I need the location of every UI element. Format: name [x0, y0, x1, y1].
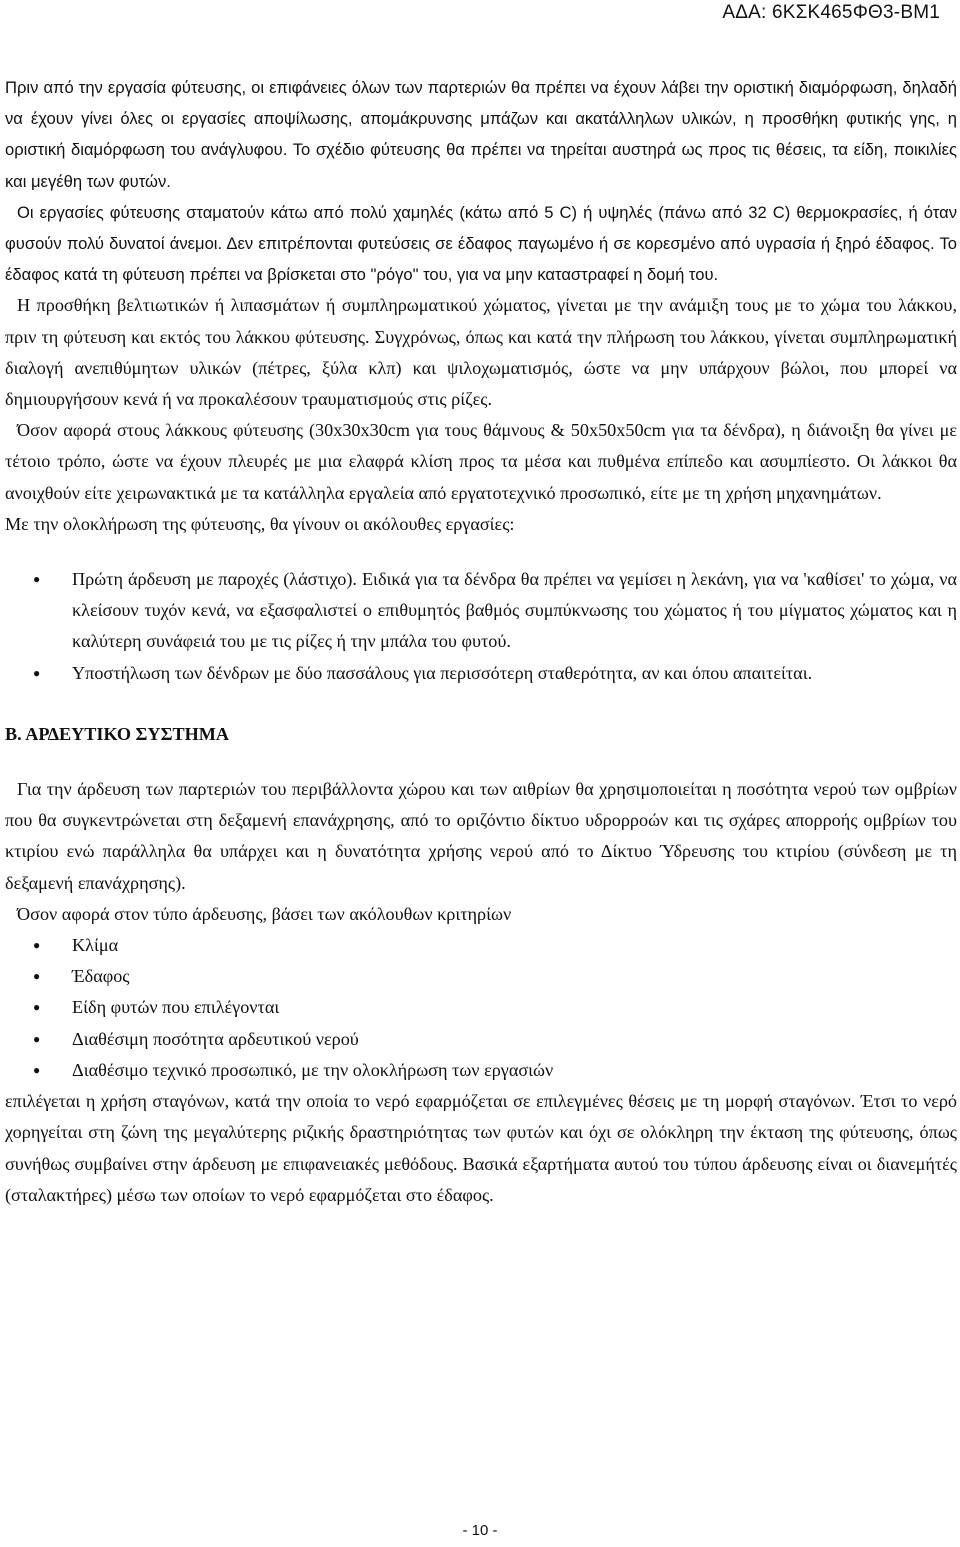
list-item: ● Πρώτη άρδευση με παροχές (λάστιχο). Ειδικά για τα δένδρα θα πρέπει να γεμίσει η λεκάνη, για να 'καθίσει' το χώμα, να κλείσουν τυχόν κενά, να εξασφαλιστεί ο επιθυμητός βαθμός συμπύκνωσης του χώματος ή του μίγματος χώματος και η καλύτερη συνάφειά του με τις ρίζες ή την μπάλα του φυτού.: [5, 564, 957, 658]
paragraph-planting-preparation: Πριν από την εργασία φύτευσης, οι επιφάνειες όλων των παρτεριών θα πρέπει να έχουν λάβει την οριστική διαμόρφωση, δηλαδή να έχουν γίνει όλες οι εργασίες αποψίλωσης, απομάκρυνσης μπάζων και ακατάλληλων υλικών, η προσθήκη φυτικής γης, η οριστική διαμόρφωση του ανάγλυφου. Το σχέδιο φύτευσης θα πρέπει να τηρείται αυστηρά ως προς τις θέσεις, τα είδη, ποικιλίες και μεγέθη των φυτών.: [5, 78, 957, 191]
paragraph-irrigation-criteria: Όσον αφορά στον τύπο άρδευσης, βάσει των ακόλουθων κριτηρίων: [17, 903, 512, 924]
list-item: ● Υποστήλωση των δένδρων με δύο πασσάλους για περισσότερη σταθερότητα, αν και όπου απαιτείται.: [5, 658, 957, 689]
paragraph-after-planting: Με την ολοκλήρωση της φύτευσης, θα γίνουν οι ακόλουθες εργασίες:: [5, 513, 515, 534]
list-item: ● Κλίμα: [5, 930, 957, 961]
paragraph-planting-conditions: Οι εργασίες φύτευσης σταματούν κάτω από πολύ χαμηλές (κάτω από 5 C) ή υψηλές (πάνω από 32 C) θερμοκρασίες, ή όταν φυσούν πολύ δυνατοί άνεμοι. Δεν επιτρέπονται φυτεύσεις σε έδαφος παγωμένο ή σε κορεσμένο από υγρασία ή ξηρό έδαφος. Το έδαφος κατά τη φύτευση πρέπει να βρίσκεται στο "ρόγο" του, για να μην καταστραφεί η δομή του.: [5, 202, 957, 285]
list-item: ● Διαθέσιμο τεχνικό προσωπικό, με την ολοκλήρωση των εργασιών: [5, 1055, 957, 1086]
list-item: ● Διαθέσιμη ποσότητα αρδευτικού νερού: [5, 1024, 957, 1055]
section-heading-irrigation: Β. ΑΡΔΕΥΤΙΚΟ ΣΥΣΤΗΜΑ: [5, 723, 230, 744]
document-body: [5, 72, 957, 1211]
spacer: [5, 689, 957, 719]
list-item: ● Είδη φυτών που επιλέγονται: [5, 992, 957, 1023]
spacer: [5, 540, 957, 564]
ada-code: ΑΔΑ: 6ΚΣΚ465ΦΘ3-ΒΜ1: [722, 2, 940, 23]
page-number: - 10 -: [462, 1522, 498, 1539]
paragraph-soil-improvers: Η προσθήκη βελτιωτικών ή λιπασμάτων ή συμπληρωματικού χώματος, γίνεται με την ανάμιξη τους με το χώμα του λάκκου, πριν τη φύτευση και εκτός του λάκκου φύτευσης. Συγχρόνως, όπως και κατά την πλήρωση του λάκκου, γίνεται συμπληρωματική διαλογή ανεπιθύμητων υλικών (πέτρες, ξύλα κλπ) και ψιλοχωματισμός, ώστε να μην υπάρχουν βώλοι, που μπορεί να δημιουργήσουν κενά ή να προκαλέσουν τραυματισμούς στις ρίζες.: [5, 295, 957, 410]
works-list: [5, 564, 957, 689]
paragraph-drip-irrigation: επιλέγεται η χρήση σταγόνων, κατά την οποία το νερό εφαρμόζεται σε επιλεγμένες θέσεις με τη μορφή σταγόνων. Έτσι το νερό χορηγείται στη ζώνη της μεγαλύτερης ριζικής δραστηριότητας των φυτών και όχι σε ολόκληρη την έκταση της φύτευσης, όπως συνήθως συμβαίνει στην άρδευση με επιφανειακές μεθόδους. Βασικά εξαρτήματα αυτού του τύπου άρδευσης είναι οι διανεμήτές (σταλακτήρες) μέσω των οποίων το νερό εφαρμόζεται στο έδαφος.: [5, 1091, 957, 1205]
criteria-list: [5, 930, 957, 1086]
list-item: ● Έδαφος: [5, 961, 957, 992]
spacer: [5, 750, 957, 774]
paragraph-planting-pits: Όσον αφορά στους λάκκους φύτευσης (30x30x30cm για τους θάμνους & 50x50x50cm για τα δένδρα), η διάνοιξη θα γίνει με τέτοιο τρόπο, ώστε να έχουν πλευρές με μια ελαφρά κλίση προς τα μέσα και πυθμένα επίπεδο και ασυμπίεστο. Οι λάκκοι θα ανοιχθούν είτε χειρωνακτικά με τα κατάλληλα εργαλεία από εργατοτεχνικό προσωπικό, είτε με τη χρήση μηχανημάτων.: [5, 420, 957, 503]
paragraph-irrigation-water: Για την άρδευση των παρτεριών του περιβάλλοντα χώρου και των αιθρίων θα χρησιμοποιείται η ποσότητα νερού των ομβρίων που θα συγκεντρώνεται στη δεξαμενή επανάχρησης, από το οριζόντιο δίκτυο υδρορροών και τις σχάρες απορροής ομβρίων του κτιρίου ενώ παράλληλα θα υπάρχει και η δυνατότητα χρήσης νερού από το Δίκτυο Ύδρευσης του κτιρίου (σύνδεση με τη δεξαμενή επανάχρησης).: [5, 779, 957, 893]
